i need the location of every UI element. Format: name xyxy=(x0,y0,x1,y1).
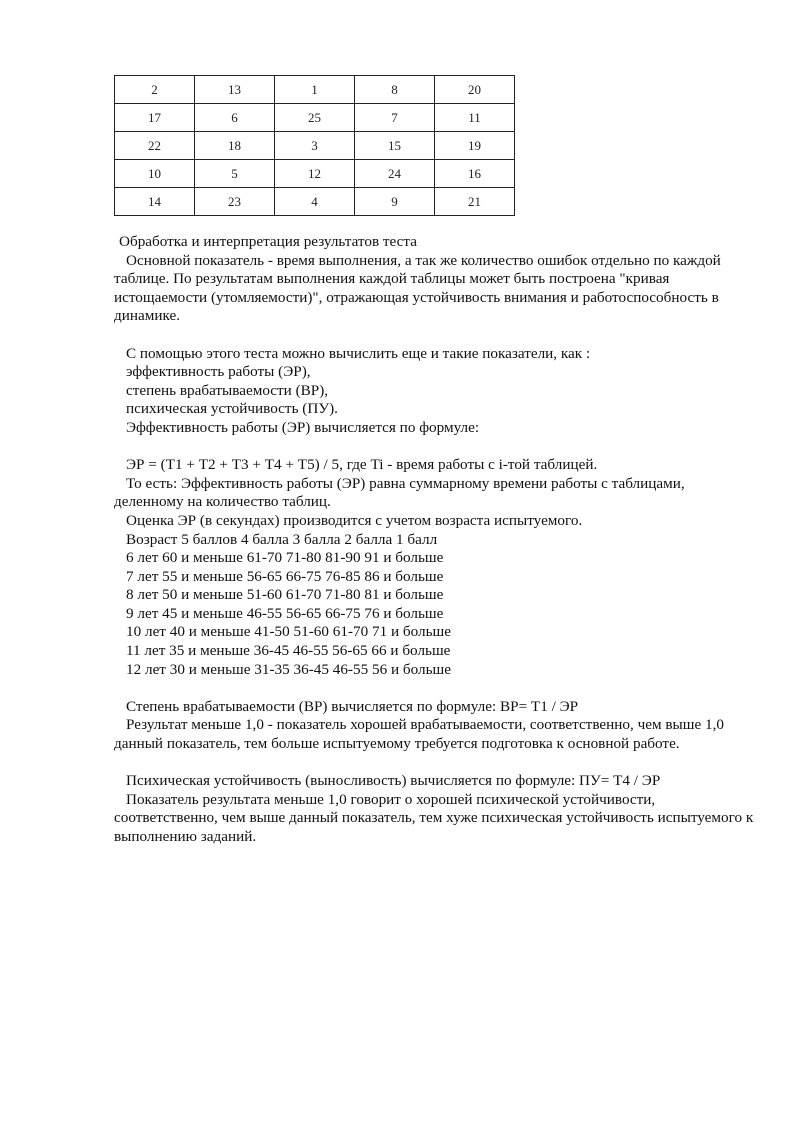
table-cell: 18 xyxy=(195,132,275,160)
table-cell: 3 xyxy=(275,132,355,160)
table-cell: 24 xyxy=(355,160,435,188)
spacer xyxy=(114,438,754,457)
pu-formula: Психическая устойчивость (выносливость) вычисляется по формуле: ПУ= Т4 / ЭР xyxy=(126,772,661,790)
spacer xyxy=(114,754,754,773)
table-row xyxy=(115,188,515,216)
table-cell: 25 xyxy=(275,104,355,132)
schulte-table xyxy=(114,75,515,216)
spacer xyxy=(114,326,754,345)
table-cell: 13 xyxy=(195,76,275,104)
paragraph-er-explanation: То есть: Эффективность работы (ЭР) равна суммарному времени работы с таблицами, деленному на количество таблиц. xyxy=(114,474,685,511)
table-cell: 9 xyxy=(355,188,435,216)
table-cell: 12 xyxy=(275,160,355,188)
table-cell: 22 xyxy=(115,132,195,160)
indicator-vr: степень врабатываемости (ВР), xyxy=(126,381,329,399)
score-header: Возраст 5 баллов 4 балла 3 балла 2 балла 1 балл xyxy=(126,530,438,548)
table-row xyxy=(115,104,515,132)
vr-formula: Степень врабатываемости (ВР) вычисляется по формуле: ВР= Т1 / ЭР xyxy=(126,697,579,715)
paragraph-er-age-note: Оценка ЭР (в секундах) производится с учетом возраста испытуемого. xyxy=(126,511,583,529)
table-cell: 15 xyxy=(355,132,435,160)
table-row xyxy=(115,132,515,160)
table-cell: 7 xyxy=(355,104,435,132)
table-cell: 21 xyxy=(435,188,515,216)
score-row: 10 лет 40 и меньше 41-50 51-60 61-70 71 и больше xyxy=(126,623,451,641)
table-cell: 5 xyxy=(195,160,275,188)
paragraph-er-formula-intro: Эффективность работы (ЭР) вычисляется по формуле: xyxy=(126,418,480,436)
table-cell: 14 xyxy=(115,188,195,216)
section-heading: Обработка и интерпретация результатов теста xyxy=(119,233,417,250)
table-row xyxy=(115,76,515,104)
table-cell: 1 xyxy=(275,76,355,104)
indicator-er: эффективность работы (ЭР), xyxy=(126,363,311,381)
table-cell: 20 xyxy=(435,76,515,104)
score-row: 8 лет 50 и меньше 51-60 61-70 71-80 81 и больше xyxy=(126,586,444,604)
table-cell: 16 xyxy=(435,160,515,188)
table-cell: 10 xyxy=(115,160,195,188)
paragraph-pu-explanation: Показатель результата меньше 1,0 говорит о хорошей психической устойчивости, соответственно, чем выше данный показатель, тем хуже психическая устойчивость испытуемого к выполнению заданий. xyxy=(114,790,754,845)
score-row: 6 лет 60 и меньше 61-70 71-80 81-90 91 и больше xyxy=(126,549,444,567)
table-cell: 6 xyxy=(195,104,275,132)
indicator-pu: психическая устойчивость (ПУ). xyxy=(126,400,338,418)
table-cell: 11 xyxy=(435,104,515,132)
table-row xyxy=(115,160,515,188)
paragraph-main-indicator: Основной показатель - время выполнения, а так же количество ошибок отдельно по каждой таблице. По результатам выполнения каждой таблицы может быть построена "кривая истощаемости (утомляемости)", отражающая устойчивость внимания и работоспособность в динамике. xyxy=(114,251,721,325)
paragraph-indicators-intro: С помощью этого теста можно вычислить еще и такие показатели, как : xyxy=(126,344,591,362)
score-row: 11 лет 35 и меньше 36-45 46-55 56-65 66 и больше xyxy=(126,642,451,660)
table-cell: 4 xyxy=(275,188,355,216)
paragraph-vr-explanation: Результат меньше 1,0 - показатель хорошей врабатываемости, соответственно, чем выше 1,0 данный показатель, тем больше испытуемому требуется подготовка к основной работе. xyxy=(114,716,724,753)
document-body xyxy=(114,233,754,847)
table-cell: 2 xyxy=(115,76,195,104)
table-cell: 23 xyxy=(195,188,275,216)
score-row: 7 лет 55 и меньше 56-65 66-75 76-85 86 и больше xyxy=(126,567,444,585)
table-cell: 8 xyxy=(355,76,435,104)
spacer xyxy=(114,679,754,698)
score-row: 9 лет 45 и меньше 46-55 56-65 66-75 76 и больше xyxy=(126,604,444,622)
table-cell: 19 xyxy=(435,132,515,160)
table-cell: 17 xyxy=(115,104,195,132)
er-formula: ЭР = (Т1 + Т2 + Т3 + Т4 + Т5) / 5, где Ti - время работы с i-той таблицей. xyxy=(126,456,598,474)
score-row: 12 лет 30 и меньше 31-35 36-45 46-55 56 и больше xyxy=(126,660,451,678)
